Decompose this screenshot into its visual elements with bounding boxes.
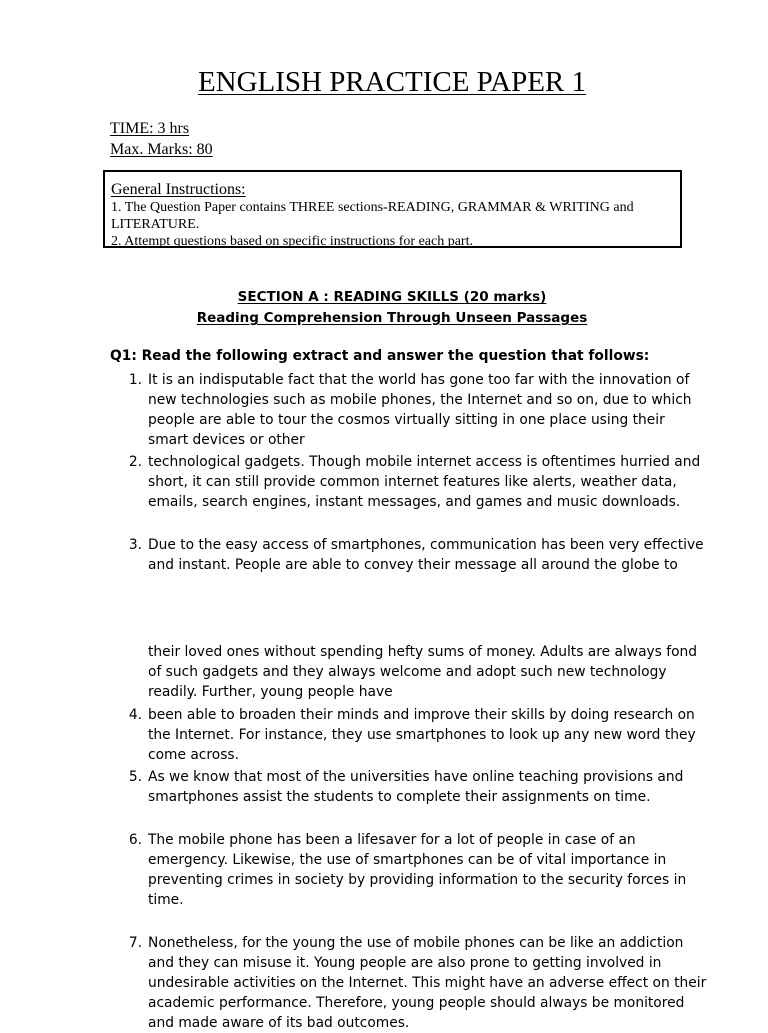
list-item-text: technological gadgets. Though mobile internet access is oftentimes hurried and short, it can still provide common internet features like alerts, weather data, emails, search engines, instant messages, and games and music downloads. xyxy=(148,454,701,510)
list-item-number: 6. xyxy=(128,832,142,848)
list-item-text: Nonetheless, for the young the use of mobile phones can be like an addiction and they can misuse it. Young people are also prone to getting involved in undesirable activities on the Internet. This might have an adverse effect on their academic performance. Therefore, young people should always be monitored and made aware of its bad outcomes. xyxy=(148,935,707,1031)
question-prompt: Q1: Read the following extract and answer the question that follows: xyxy=(110,348,650,364)
instruction-line: 2. Attempt questions based on specific instructions for each part. xyxy=(111,234,473,249)
section-subheading: Reading Comprehension Through Unseen Passages xyxy=(196,310,588,326)
list-item-number: 7. xyxy=(128,935,142,951)
list-item-text: It is an indisputable fact that the world has gone too far with the innovation of new technologies such as mobile phones, the Internet and so on, due to which people are able to tour the cosmos virtually sitting in one place using their smart devices or other xyxy=(148,372,692,448)
list-item-number: 2. xyxy=(128,454,142,470)
instruction-line: LITERATURE. xyxy=(111,217,200,232)
list-item-number: 1. xyxy=(128,372,142,388)
list-item-text: The mobile phone has been a lifesaver for a lot of people in case of an emergency. Likewise, the use of smartphones can be of vital importance in preventing crimes in society by providing information to the security forces in time. xyxy=(148,832,687,908)
list-item-number: 5. xyxy=(128,769,142,785)
list-item-text: their loved ones without spending hefty sums of money. Adults are always fond of such gadgets and they always welcome and adopt such new technology readily. Further, young people have xyxy=(148,644,698,700)
time-allowed: TIME: 3 hrs xyxy=(110,120,190,137)
list-item-text: been able to broaden their minds and improve their skills by doing research on the Internet. For instance, they use smartphones to look up any new word they come across. xyxy=(148,707,696,763)
general-instructions-heading: General Instructions: xyxy=(111,181,246,198)
general-instructions-box xyxy=(103,170,682,248)
section-heading: SECTION A : READING SKILLS (20 marks) xyxy=(237,289,547,305)
max-marks: Max. Marks: 80 xyxy=(110,141,213,158)
list-item-text: Due to the easy access of smartphones, communication has been very effective and instant. People are able to convey their message all around the globe to xyxy=(148,537,704,573)
list-item-text: As we know that most of the universities have online teaching provisions and smartphones assist the students to complete their assignments on time. xyxy=(148,769,684,805)
instruction-line: 1. The Question Paper contains THREE sections-READING, GRAMMAR & WRITING and xyxy=(111,200,634,215)
list-item-number: 4. xyxy=(128,707,142,723)
list-item-number: 3. xyxy=(128,537,142,553)
paper-title: ENGLISH PRACTICE PAPER 1 xyxy=(197,66,587,98)
